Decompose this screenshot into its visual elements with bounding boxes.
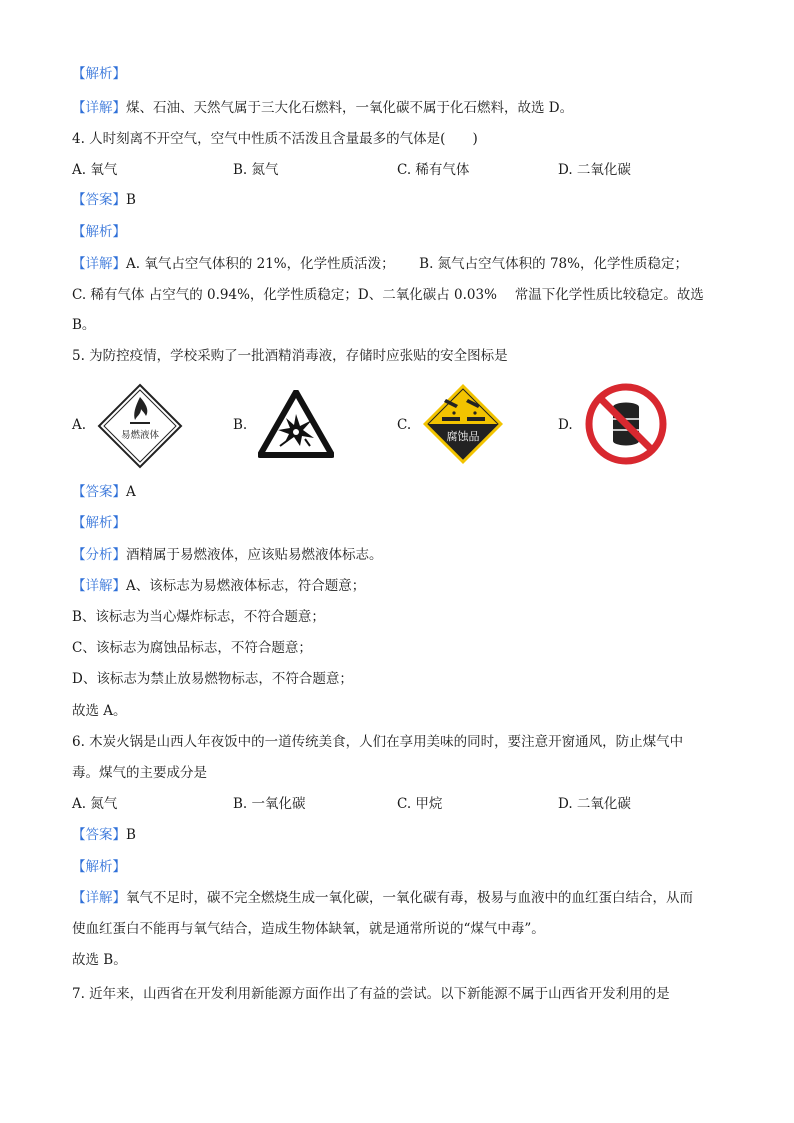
explanation-5-line-3: C、该标志为腐蚀品标志，不符合题意；	[72, 640, 312, 656]
q6-option-c: C. 甲烷	[397, 796, 443, 812]
explanation-5-line-1: 【详解】A、该标志为易燃液体标志，符合题意；	[72, 578, 366, 594]
answer-6: 【答案】B	[72, 827, 136, 843]
explanation-5-line-4: D、该标志为禁止放易燃物标志，不符合题意；	[72, 671, 353, 687]
q4-option-d: D. 二氧化碳	[558, 162, 631, 178]
q4-option-a: A. 氧气	[72, 162, 118, 178]
q4-option-b: B. 氮气	[233, 162, 279, 178]
q4-option-c: C. 稀有气体	[397, 162, 470, 178]
explanation-4-line-2: C. 稀有气体 占空气的 0.94%，化学性质稳定；D、二氧化碳占 0.03% 常温下化学性质比较稳定。故选	[72, 287, 704, 303]
q6-option-a: A. 氮气	[72, 796, 118, 812]
answer-5: 【答案】A	[72, 484, 136, 500]
explanation-5-line-2: B、该标志为当心爆炸标志，不符合题意；	[72, 609, 325, 625]
q5-option-b-label: B.	[233, 417, 248, 433]
analysis-5-line: 【分析】酒精属于易燃液体，应该贴易燃液体标志。	[72, 547, 383, 563]
q6-option-b: B. 一氧化碳	[233, 796, 306, 812]
question-6-line-1: 6. 木炭火锅是山西人年夜饭中的一道传统美食，人们在享用美味的同时，要注意开窗通风，防止煤气中	[72, 734, 684, 750]
q5-option-d-label: D.	[558, 417, 573, 433]
explanation-6-line-1: 【详解】氧气不足时，碳不完全燃烧生成一氧化碳，一氧化碳有毒，极易与血液中的血红蛋白结合，从而	[72, 890, 693, 906]
q5-option-a-label: A.	[72, 417, 87, 433]
analysis-4-heading: 【解析】	[72, 224, 126, 240]
analysis-heading: 【解析】	[72, 66, 126, 82]
svg-text:易燃液体: 易燃液体	[120, 430, 160, 441]
explanation-4-line-1: 【详解】A. 氧气占空气体积的 21%，化学性质活泼； B. 氮气占空气体积的 78%，化学性质稳定；	[72, 256, 688, 272]
question-4: 4. 人时刻离不开空气，空气中性质不活泼且含量最多的气体是( )	[72, 131, 478, 147]
flammable-liquid-sign-icon	[97, 383, 183, 469]
analysis-6-heading: 【解析】	[72, 859, 126, 875]
answer-4: 【答案】B	[72, 192, 136, 208]
q6-option-d: D. 二氧化碳	[558, 796, 631, 812]
analysis-5-heading: 【解析】	[72, 515, 126, 531]
question-7: 7. 近年来，山西省在开发利用新能源方面作出了有益的尝试。以下新能源不属于山西省开发利用的是	[72, 986, 670, 1002]
q5-option-c-label: C.	[397, 417, 412, 433]
explanation-4-line-3: B。	[72, 317, 96, 333]
explanation-6-line-3: 故选 B。	[72, 952, 127, 968]
explosive-warning-sign-icon	[258, 390, 334, 458]
explanation-6-line-2: 使血红蛋白不能再与氧气结合，造成生物体缺氧，就是通常所说的“煤气中毒”。	[72, 921, 545, 937]
explanation-line: 【详解】煤、石油、天然气属于三大化石燃料，一氧化碳不属于化石燃料，故选 D。	[72, 100, 574, 116]
question-5: 5. 为防控疫情，学校采购了一批酒精消毒液，存储时应张贴的安全图标是	[72, 348, 508, 364]
question-6-line-2: 毒。煤气的主要成分是	[72, 765, 207, 781]
svg-text:腐蚀品: 腐蚀品	[446, 430, 480, 443]
explanation-5-line-5: 故选 A。	[72, 703, 127, 719]
corrosive-sign-icon	[422, 383, 504, 465]
no-flammables-sign-icon	[585, 383, 667, 465]
